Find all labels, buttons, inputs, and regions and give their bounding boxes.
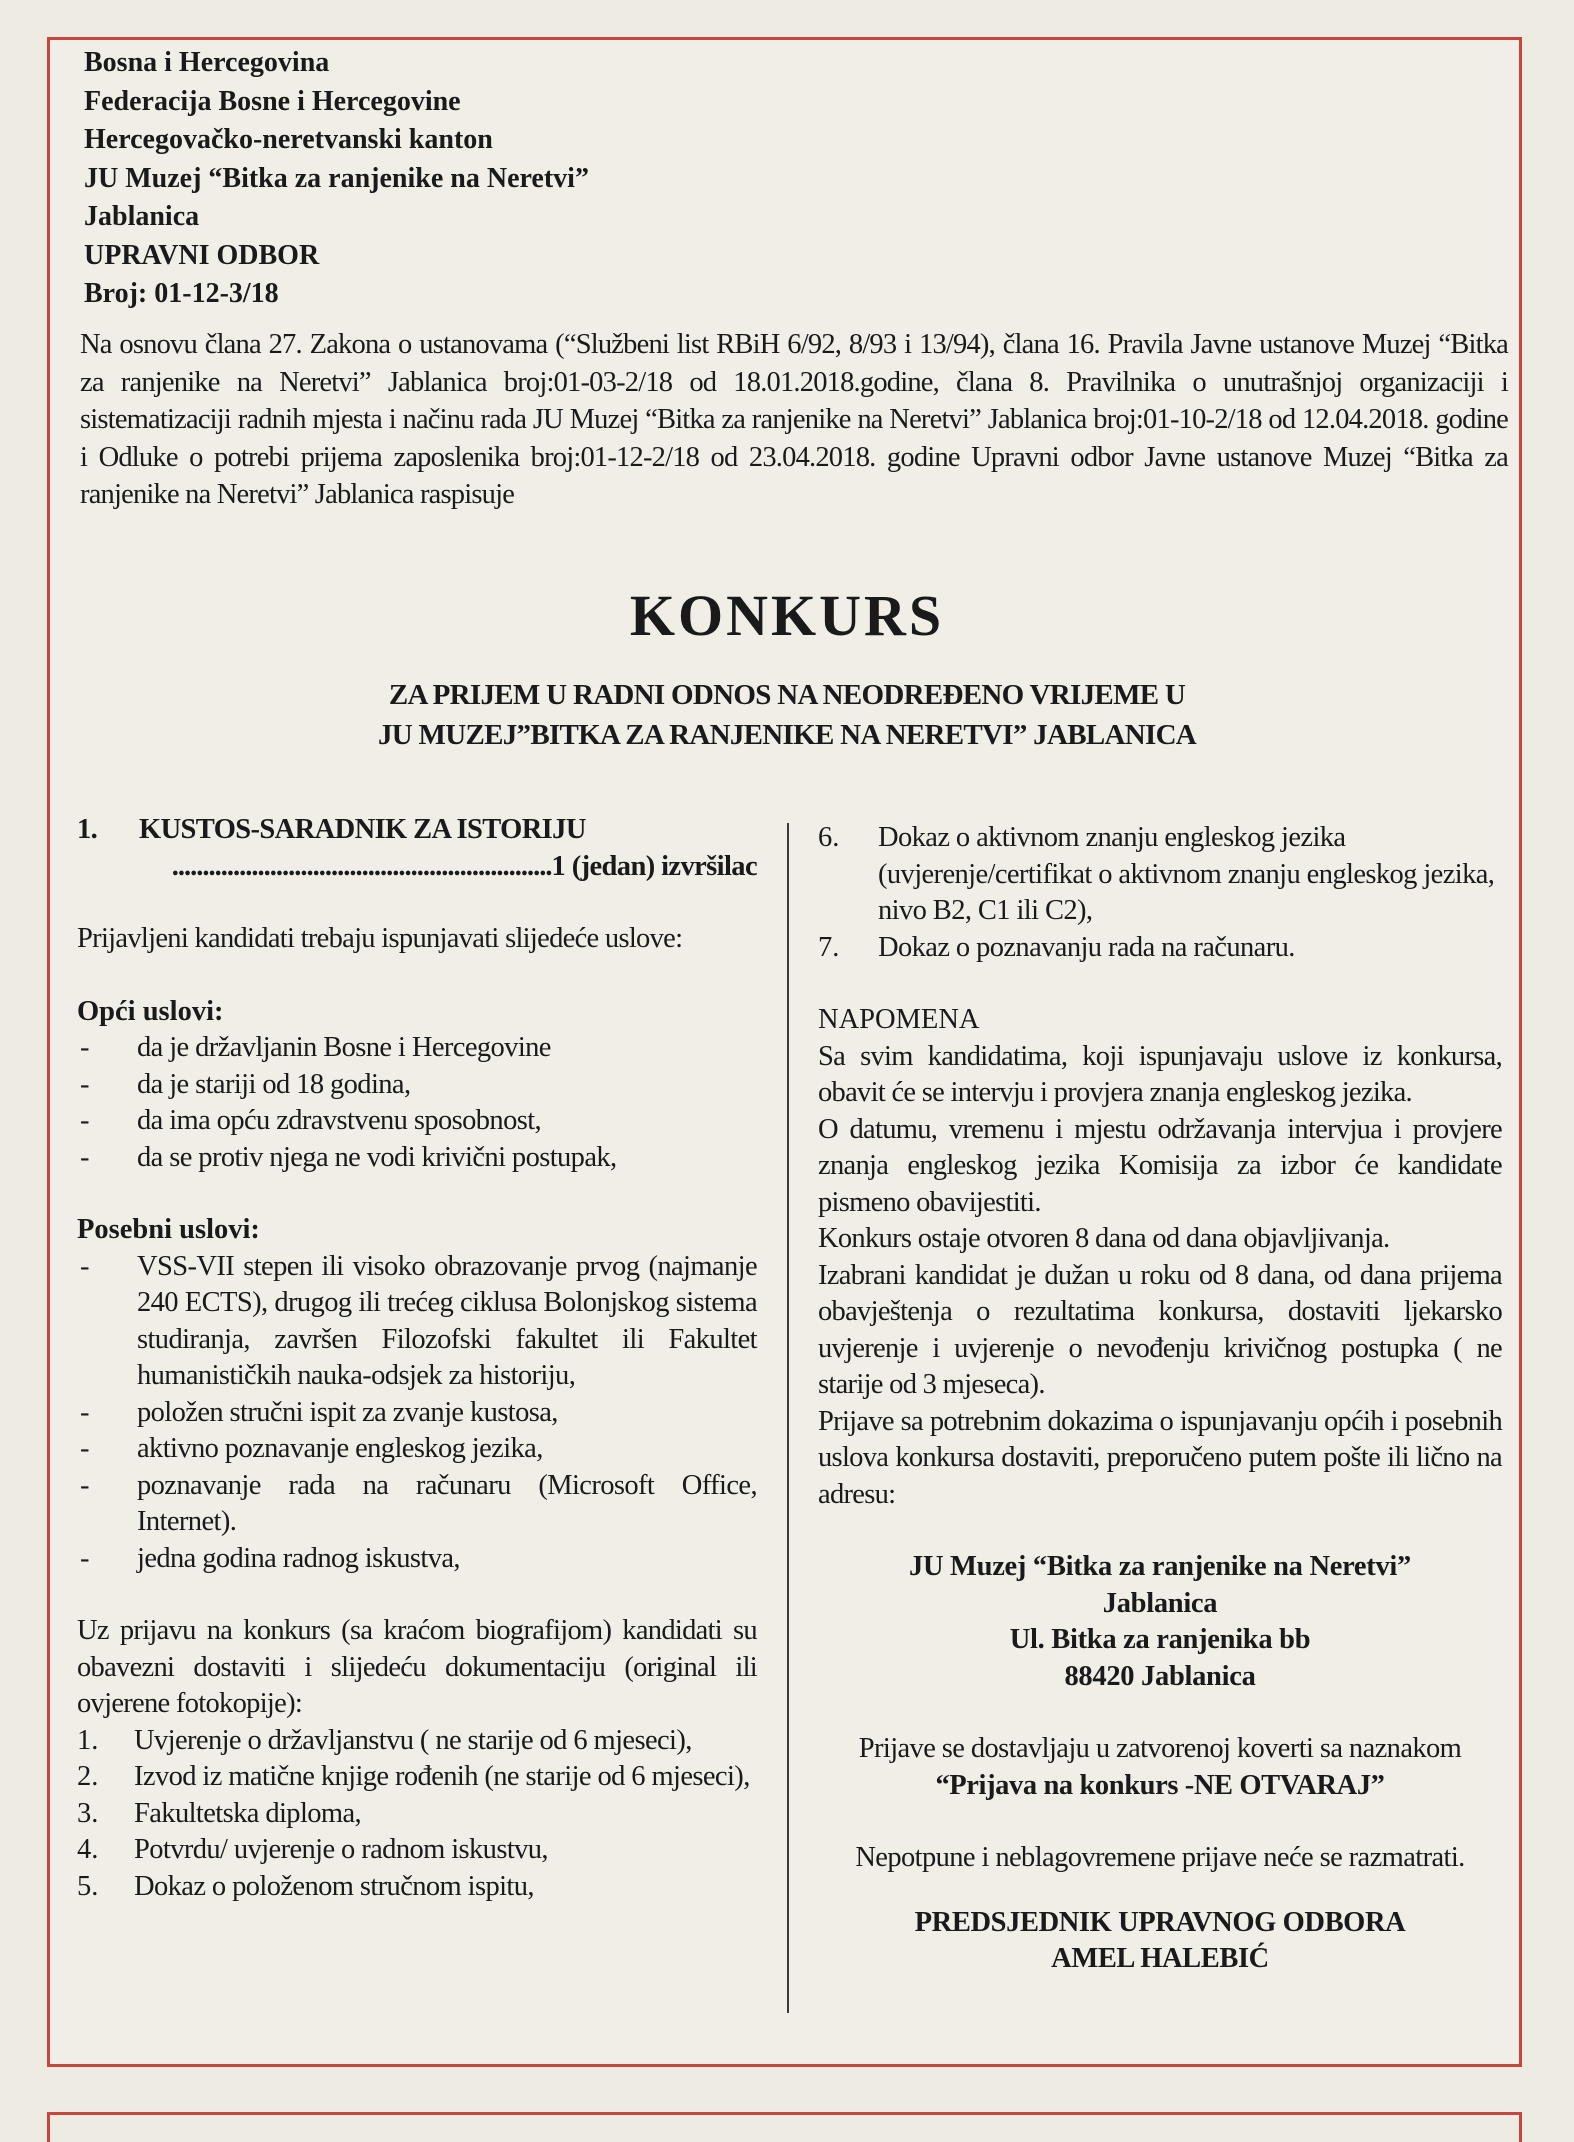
header-line: Bosna i Hercegovina	[84, 47, 330, 78]
note-paragraph: Prijave sa potrebnim dokazima o ispunjavanju općih i posebnih uslova konkursa dostaviti, preporučeno putem pošte ili lično na adresu:	[818, 1405, 1502, 1510]
document-number: Broj: 01-12-3/18	[84, 278, 279, 309]
job-number: 1.	[77, 814, 98, 845]
header-line: UPRAVNI ODBOR	[84, 239, 320, 271]
documents-intro: Uz prijavu na konkurs (sa kraćom biografijom) kandidati su obavezni dostaviti i slijedeću dokumentaciju (original ili ovjerene fotokopije):	[77, 1615, 757, 1719]
list-item: - poznavanje rada na računaru (Microsoft Office, Internet).	[80, 1469, 757, 1537]
note-paragraph: Izabrani kandidat je dužan u roku od 8 dana, od dana prijema obavještenja o rezultatima konkursa, dostaviti ljekarsko uvjerenje i uvjerenje o nevođenju krivičnog postupka ( ne starije od 3 mjeseca).	[818, 1259, 1502, 1400]
document-title: KONKURS	[629, 583, 945, 648]
column-divider	[787, 823, 789, 2013]
list-item: - da se protiv njega ne vodi krivični postupak,	[80, 1141, 617, 1173]
header-line: Jablanica	[84, 201, 200, 232]
incomplete-notice: Nepotpune i neblagovremene prijave neće se razmatrati.	[855, 1842, 1465, 1873]
list-item: - jedna godina radnog iskustva,	[80, 1542, 460, 1574]
signature-name: AMEL HALEBIĆ	[1051, 1943, 1269, 1974]
left-column	[77, 812, 757, 1905]
document-item: 4. Potvrdu/ uvjerenje o radnom iskustvu,	[77, 1834, 548, 1865]
address-line: Ul. Bitka za ranjenika bb	[1009, 1624, 1311, 1655]
header-line: Hercegovačko-neretvanski kanton	[84, 124, 493, 155]
list-item: - da je državljanin Bosne i Hercegovine	[80, 1032, 551, 1063]
document-item: 6. Dokaz o aktivnom znanju engleskog jezika (uvjerenje/certifikat o aktivnom znanju engleskog jezika, nivo B2, C1 ili C2),	[818, 822, 1495, 926]
subtitle-line: JU MUZEJ”BITKA ZA RANJENIKE NA NERETVI” JABLANICA	[377, 719, 1197, 751]
issuer-header	[84, 44, 589, 314]
note-paragraph: O datumu, vremenu i mjestu održavanja intervjua i provjere znanja engleskog jezika Komisija za izbor će kandidate pismeno obavijestiti.	[818, 1113, 1502, 1218]
dot-leader: ..............................................................	[171, 850, 552, 882]
list-item: - da je stariji od 18 godina,	[80, 1068, 411, 1100]
mailing-address	[818, 1549, 1502, 1695]
envelope-instruction: Prijave se dostavljaju u zatvorenoj koverti sa naznakom	[858, 1733, 1462, 1764]
conditions-intro: Prijavljeni kandidati trebaju ispunjavati slijedeće uslove:	[77, 923, 683, 954]
header-line: JU Muzej “Bitka za ranjenike na Neretvi”	[84, 162, 589, 194]
document-subtitle	[0, 675, 1574, 755]
address-line: JU Muzej “Bitka za ranjenike na Neretvi”	[909, 1551, 1411, 1582]
document-item: 2. Izvod iz matične knjige rođenih (ne starije od 6 mjeseci),	[77, 1761, 750, 1792]
document-item: 1. Uvjerenje o državljanstvu ( ne starije od 6 mjeseci),	[77, 1724, 692, 1756]
list-item: - aktivno poznavanje engleskog jezika,	[80, 1433, 543, 1464]
job-title: KUSTOS-SARADNIK ZA ISTORIJU	[139, 814, 586, 845]
right-column	[818, 820, 1502, 1978]
document-item: 5. Dokaz o položenom stručnom ispitu,	[77, 1870, 534, 1902]
address-line: 88420 Jablanica	[1064, 1660, 1256, 1692]
list-item: - VSS-VII stepen ili visoko obrazovanje prvog (najmanje 240 ECTS), drugog ili trećeg ciklusa Bolonjskog sistema studiranja, završen Filozofski fakultet ili Fakultet humanističkih nauka-odsjek za historiju,	[80, 1250, 757, 1391]
next-ad-frame	[47, 2112, 1522, 2142]
signature-title: PREDSJEDNIK UPRAVNOG ODBORA	[914, 1906, 1406, 1938]
document-item: 3. Fakultetska diploma,	[77, 1797, 362, 1829]
special-conditions-heading: Posebni uslovi:	[77, 1214, 260, 1245]
note-paragraph: Konkurs ostaje otvoren 8 dana od dana objavljivanja.	[818, 1223, 1390, 1254]
subtitle-line: ZA PRIJEM U RADNI ODNOS NA NEODREĐENO VRIJEME U	[388, 679, 1186, 711]
general-conditions-heading: Opći uslovi:	[77, 995, 224, 1027]
job-title-row	[77, 812, 757, 849]
list-item: - položen stručni ispit za zvanje kustosa,	[80, 1396, 558, 1428]
job-count: 1 (jedan) izvršilac	[551, 850, 757, 882]
envelope-marking: “Prijava na konkurs -NE OTVARAJ”	[935, 1769, 1385, 1801]
header-line: Federacija Bosne i Hercegovine	[84, 85, 461, 117]
note-heading: NAPOMENA	[818, 1004, 980, 1035]
legal-basis-paragraph: Na osnovu člana 27. Zakona o ustanovama (“Službeni list RBiH 6/92, 8/93 i 13/94), člana 16. Pravila Javne ustanove Muzej “Bitka za ranjenike na Neretvi” Jablanica broj:01-03-2/18 od 18.01.2018.godine, člana 8. Pravilnika o unutrašnjoj organizaciji i sistematizaciji radnih mjesta i načinu rada JU Muzej “Bitka za ranjenike na Neretvi” Jablanica broj:01-10-2/18 od 12.04.2018. godine i Odluke o potrebi prijema zaposlenika broj:01-12-2/18 od 23.04.2018. godine Upravni odbor Javne ustanove Muzej “Bitka za ranjenike na Neretvi” Jablanica raspisuje	[80, 329, 1508, 510]
address-line: Jablanica	[1102, 1587, 1218, 1619]
list-item: - da ima opću zdravstvenu sposobnost,	[80, 1105, 542, 1136]
document-item: 7. Dokaz o poznavanju rada na računaru.	[818, 931, 1295, 963]
job-count-row	[77, 849, 757, 886]
note-paragraph: Sa svim kandidatima, koji ispunjavaju uslove iz konkursa, obavit će se intervju i provjera znanja engleskog jezika.	[818, 1040, 1502, 1108]
